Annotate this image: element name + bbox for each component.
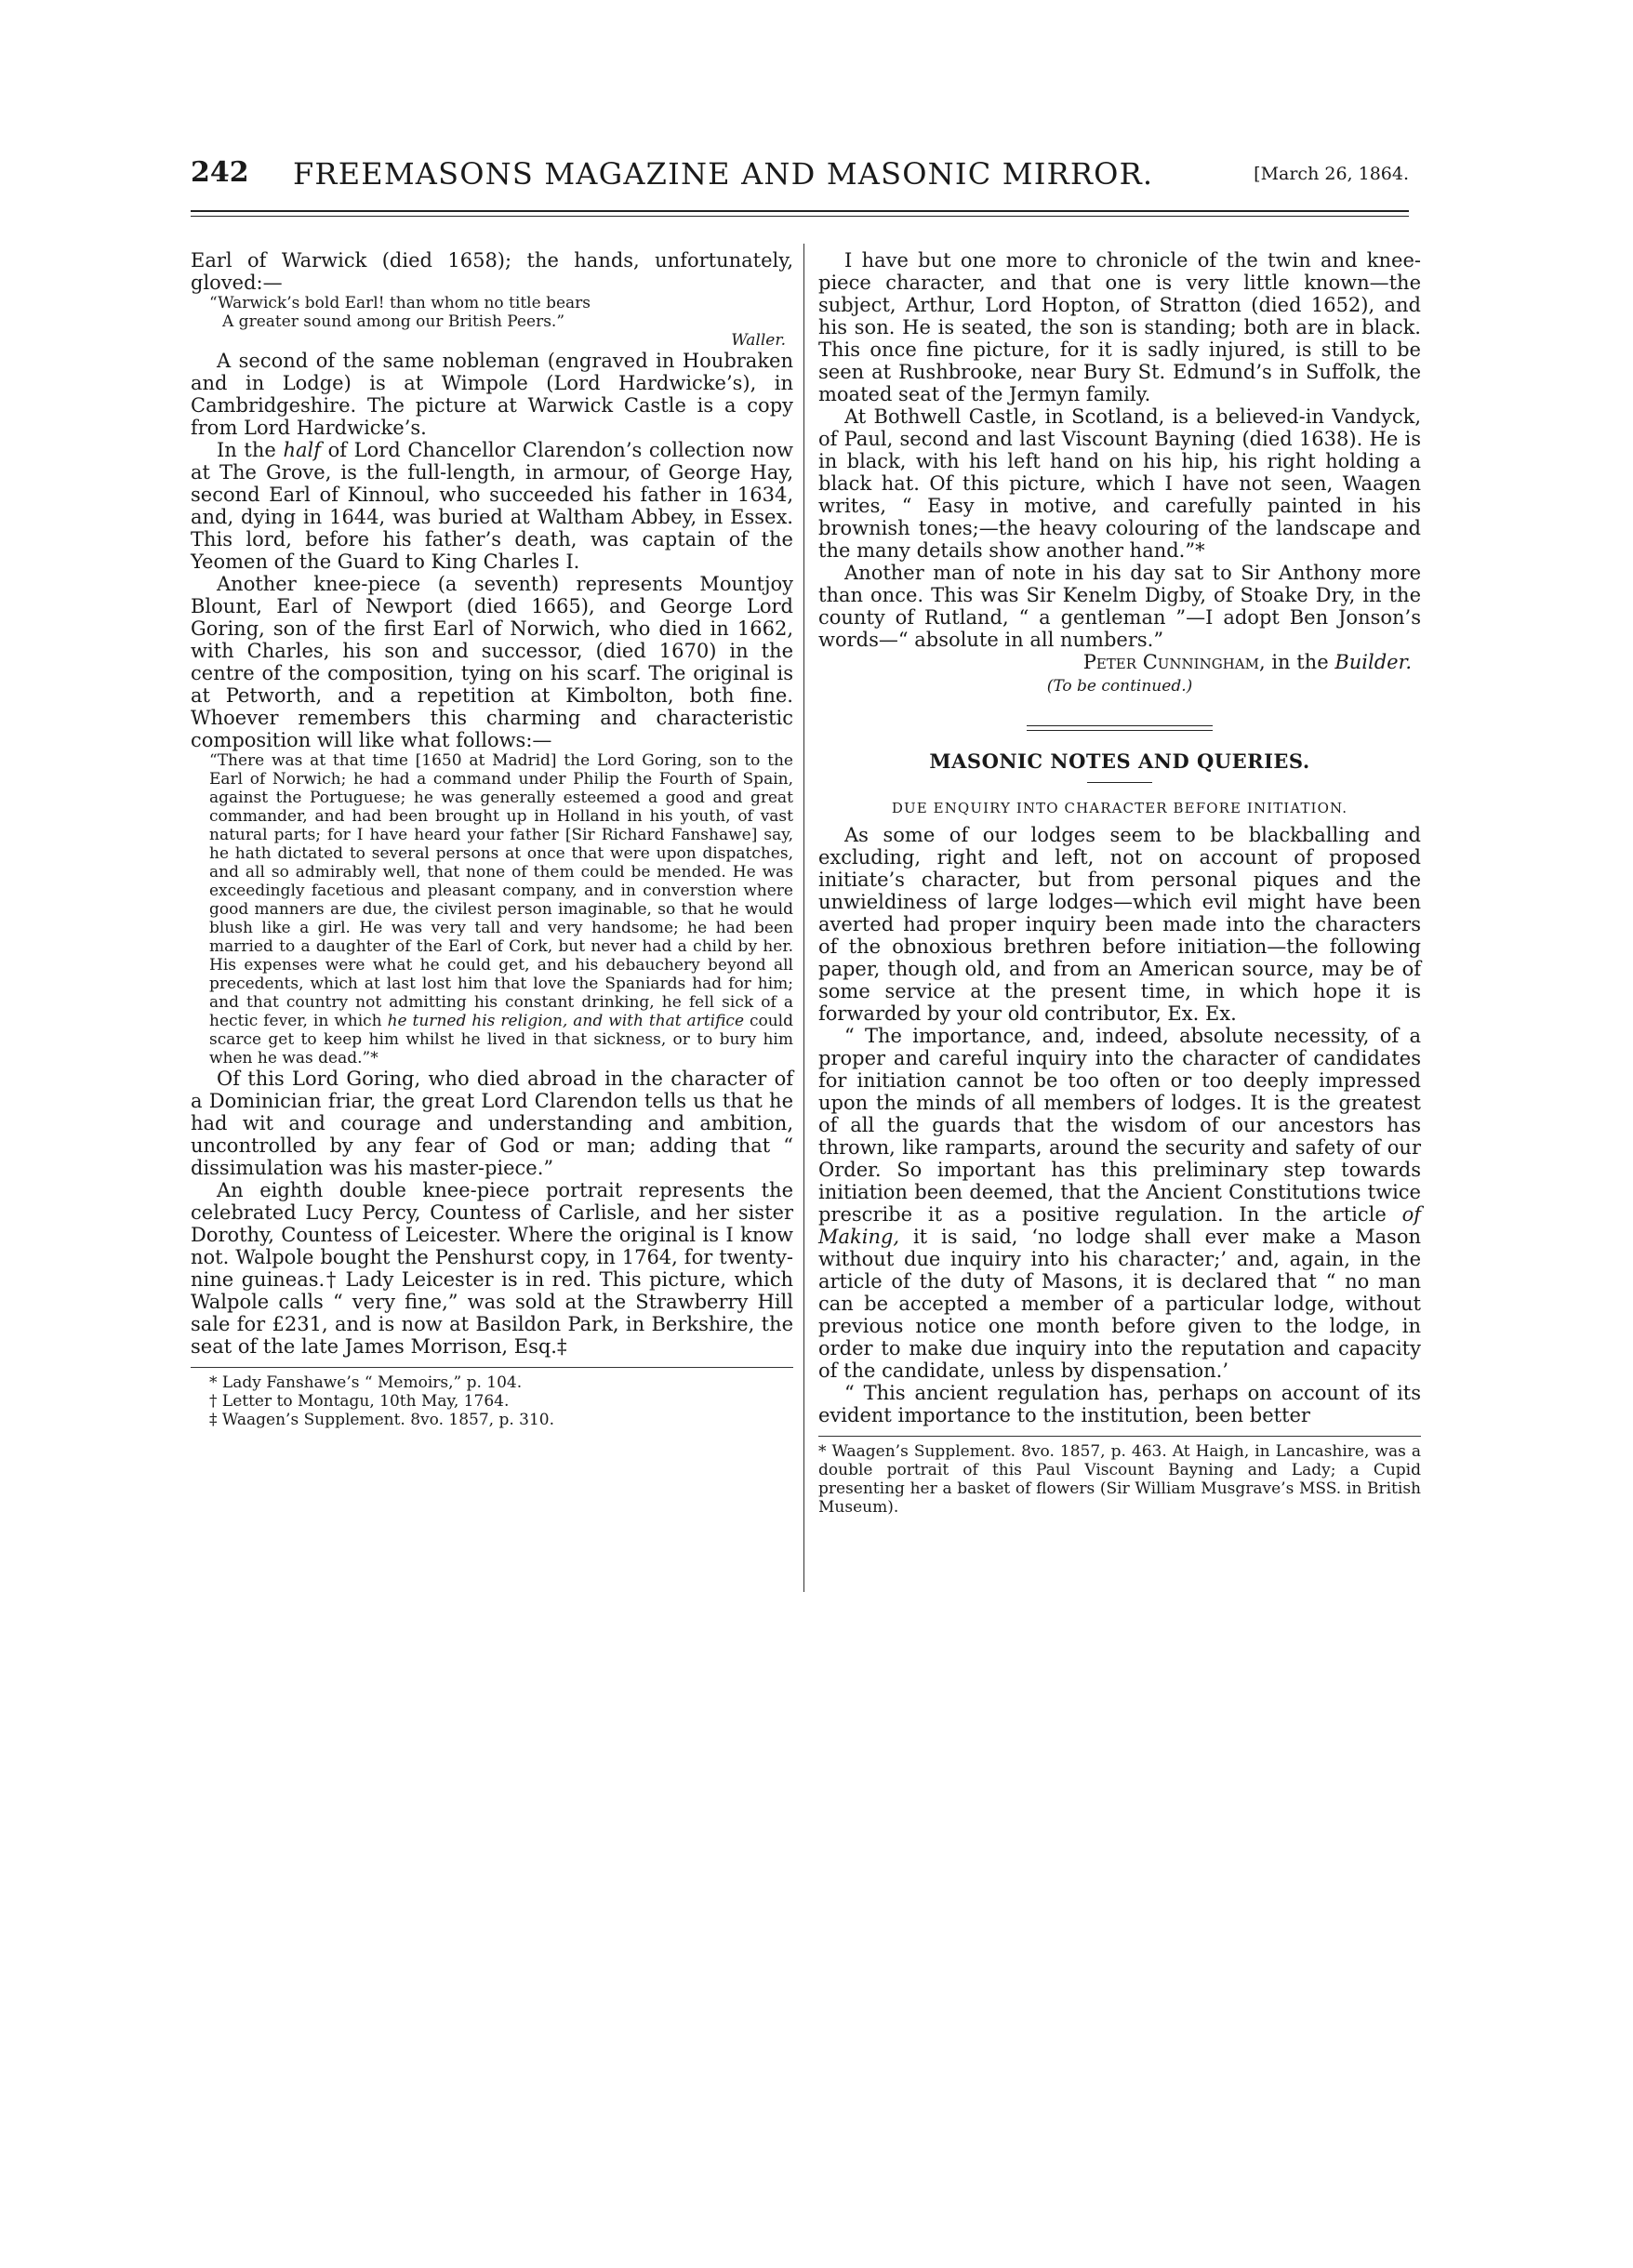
footnote-rule	[191, 1367, 793, 1368]
verse-attribution: Waller.	[731, 331, 786, 350]
paragraph: A second of the same nobleman (engraved in Houbraken and in Lodge) is at Wimpole (Lord Hardwicke’s), in Cambridgeshire. The picture at Warwick Castle is a copy from Lord Hardwicke’s.	[191, 350, 793, 439]
paragraph: As some of our lodges seem to be blackballing and excluding, right and left, not on account of proposed initiate’s character, but from personal piques and the unwieldiness of large lodges—which evil might have been averted had proper inquiry been made into the characters of the obnoxious brethren before initiation—the following paper, though old, and from an American source, may be of some service at the present time, in which hope it is forwarded by your old contributor, Ex. Ex.	[818, 824, 1421, 1025]
header-rule-thin	[191, 216, 1409, 217]
paragraph: At Bothwell Castle, in Scotland, is a believed-in Vandyck, of Paul, second and last Viscount Bayning (died 1638). He is in black, with his left hand on his hip, his right holding a black hat. Of this picture, which I have not seen, Waagen writes, “ Easy in motive, and carefully painted in his brownish tones;—the heavy colouring of the landscape and the many details show another hand.”*	[818, 405, 1421, 562]
paragraph: Another man of note in his day sat to Sir Anthony more than once. This was Sir Kenelm Digby, of Stoake Dry, in the county of Rutland, “ a gentleman ”—I adopt Ben Jonson’s words—“ absolute in all numbers.”	[818, 562, 1421, 651]
short-rule	[1087, 782, 1152, 783]
article-signoff: Peter Cunningham, in the Builder.	[1082, 651, 1412, 673]
verse-quotation	[191, 294, 793, 350]
section-title: MASONIC NOTES AND QUERIES.	[929, 749, 1310, 773]
block-quotation: “There was at that time [1650 at Madrid] the Lord Goring, son to the Earl of Norwich; he had a command under Philip the Fourth of Spain, against the Portuguese; he was generally esteemed a good and great commander, and had been brought up in Holland in his youth, of vast natural parts; for I have heard your father [Sir Richard Fanshawe] say, he hath dictated to several persons at once that were upon dispatches, and all so admirably well, that none of them could be mended. He was exceedingly facetious and pleasant company, and in converstion where good manners are due, the civilest person imaginable, so that he would blush like a girl. He was very tall and very handsome; he had been married to a daughter of the Earl of Cork, but never had a child by her. His expenses were what he could get, and his debauchery beyond all precedents, which at last lost him that love the Spaniards had for him; and that country not admitting his constant drinking, he fell sick of a hectic fever, in which he turned his religion, and with that artifice could scarce get to keep him whilst he lived in that sickness, or to bury him when he was dead.”*	[209, 751, 793, 1068]
paragraph: “ The importance, and, indeed, absolute necessity, of a proper and careful inquiry into the character of candidates for initiation cannot be too often or too deeply impressed upon the minds of all members of lodges. It is the greatest of all the guards that the wisdom of our ancestors has thrown, like ramparts, around the security and safety of our Order. So important has this preliminary step towards initiation been deemed, that the Ancient Constitutions twice prescribe it as a positive regulation. In the article of Making, it is said, ‘no lodge shall ever make a Mason without due inquiry into his character;’ and, again, in the article of the duty of Masons, it is declared that “ no man can be accepted a member of a particular lodge, without previous notice one month before given to the lodge, in order to make due inquiry into the reputation and capacity of the candidate, unless by dispensation.’	[818, 1025, 1421, 1382]
page-header	[191, 156, 1409, 197]
verse-line: A greater sound among our British Peers.”	[222, 312, 565, 331]
right-column	[818, 249, 1421, 1517]
section-rule	[1027, 725, 1213, 731]
issue-date: [March 26, 1864.	[1254, 164, 1409, 184]
column-divider	[803, 244, 804, 1592]
footnote: * Waagen’s Supplement. 8vo. 1857, p. 463. At Haigh, in Lancashire, was a double portrait of this Paul Viscount Bayning and Lady; a Cupid presenting her a basket of flowers (Sir William Musgrave’s MSS. in British Museum).	[818, 1442, 1421, 1517]
footnote: † Letter to Montagu, 10th May, 1764.	[209, 1392, 510, 1411]
footnote: ‡ Waagen’s Supplement. 8vo. 1857, p. 310.	[209, 1411, 554, 1429]
footnote: * Lady Fanshawe’s “ Memoirs,” p. 104.	[209, 1373, 523, 1392]
paragraph: In the half of Lord Chancellor Clarendon’s collection now at The Grove, is the full-length, in armour, of George Hay, second Earl of Kinnoul, who succeeded his father in 1634, and, dying in 1644, was buried at Waltham Abbey, in Essex. This lord, before his father’s death, was captain of the Yeomen of the Guard to King Charles I.	[191, 439, 794, 573]
to-be-continued: (To be continued.)	[1046, 677, 1193, 696]
footnote-rule	[818, 1436, 1421, 1437]
header-rule	[191, 210, 1409, 212]
left-column	[191, 249, 793, 1429]
masthead-title: FREEMASONS MAGAZINE AND MASONIC MIRROR.	[293, 156, 1154, 192]
paragraph: An eighth double knee-piece portrait represents the celebrated Lucy Percy, Countess of Carlisle, and her sister Dorothy, Countess of Leicester. Where the original is I know not. Walpole bought the Penshurst copy, in 1764, for twenty-nine guineas.† Lady Leicester is in red. This picture, which Walpole calls “ very fine,” was sold at the Strawberry Hill sale for £231, and is now at Basildon Park, in Berkshire, the seat of the late James Morrison, Esq.‡	[191, 1179, 793, 1358]
page-number: 242	[191, 156, 249, 189]
paragraph: Of this Lord Goring, who died abroad in the character of a Dominician friar, the great Lord Clarendon tells us that he had wit and courage and understanding and ambition, uncontrolled by any fear of God or man; adding that “ dissimulation was his master-piece.”	[191, 1068, 793, 1179]
paragraph: “ This ancient regulation has, perhaps on account of its evident importance to the institution, been better	[818, 1382, 1421, 1426]
footnotes	[191, 1373, 793, 1429]
verse-line: “Warwick’s bold Earl! than whom no title bears	[209, 294, 591, 312]
article-subhead: DUE ENQUIRY INTO CHARACTER BEFORE INITIATION.	[891, 800, 1348, 816]
paragraph: I have but one more to chronicle of the twin and knee-piece character, and that one is very little known—the subject, Arthur, Lord Hopton, of Stratton (died 1652), and his son. He is seated, the son is standing; both are in black. This once fine picture, for it is sadly injured, is still to be seen at Rushbrooke, near Bury St. Edmund’s in Suffolk, the moated seat of the Jermyn family.	[818, 249, 1421, 405]
paragraph: Earl of Warwick (died 1658); the hands, unfortunately, gloved:—	[191, 249, 793, 294]
paragraph: Another knee-piece (a seventh) represents Mountjoy Blount, Earl of Newport (died 1665), and George Lord Goring, son of the first Earl of Norwich, who died in 1662, with Charles, his son and successor, (died 1670) in the centre of the composition, tying on his scarf. The original is at Petworth, and a repetition at Kimbolton, both fine. Whoever remembers this charming and characteristic composition will like what follows:—	[191, 573, 793, 751]
